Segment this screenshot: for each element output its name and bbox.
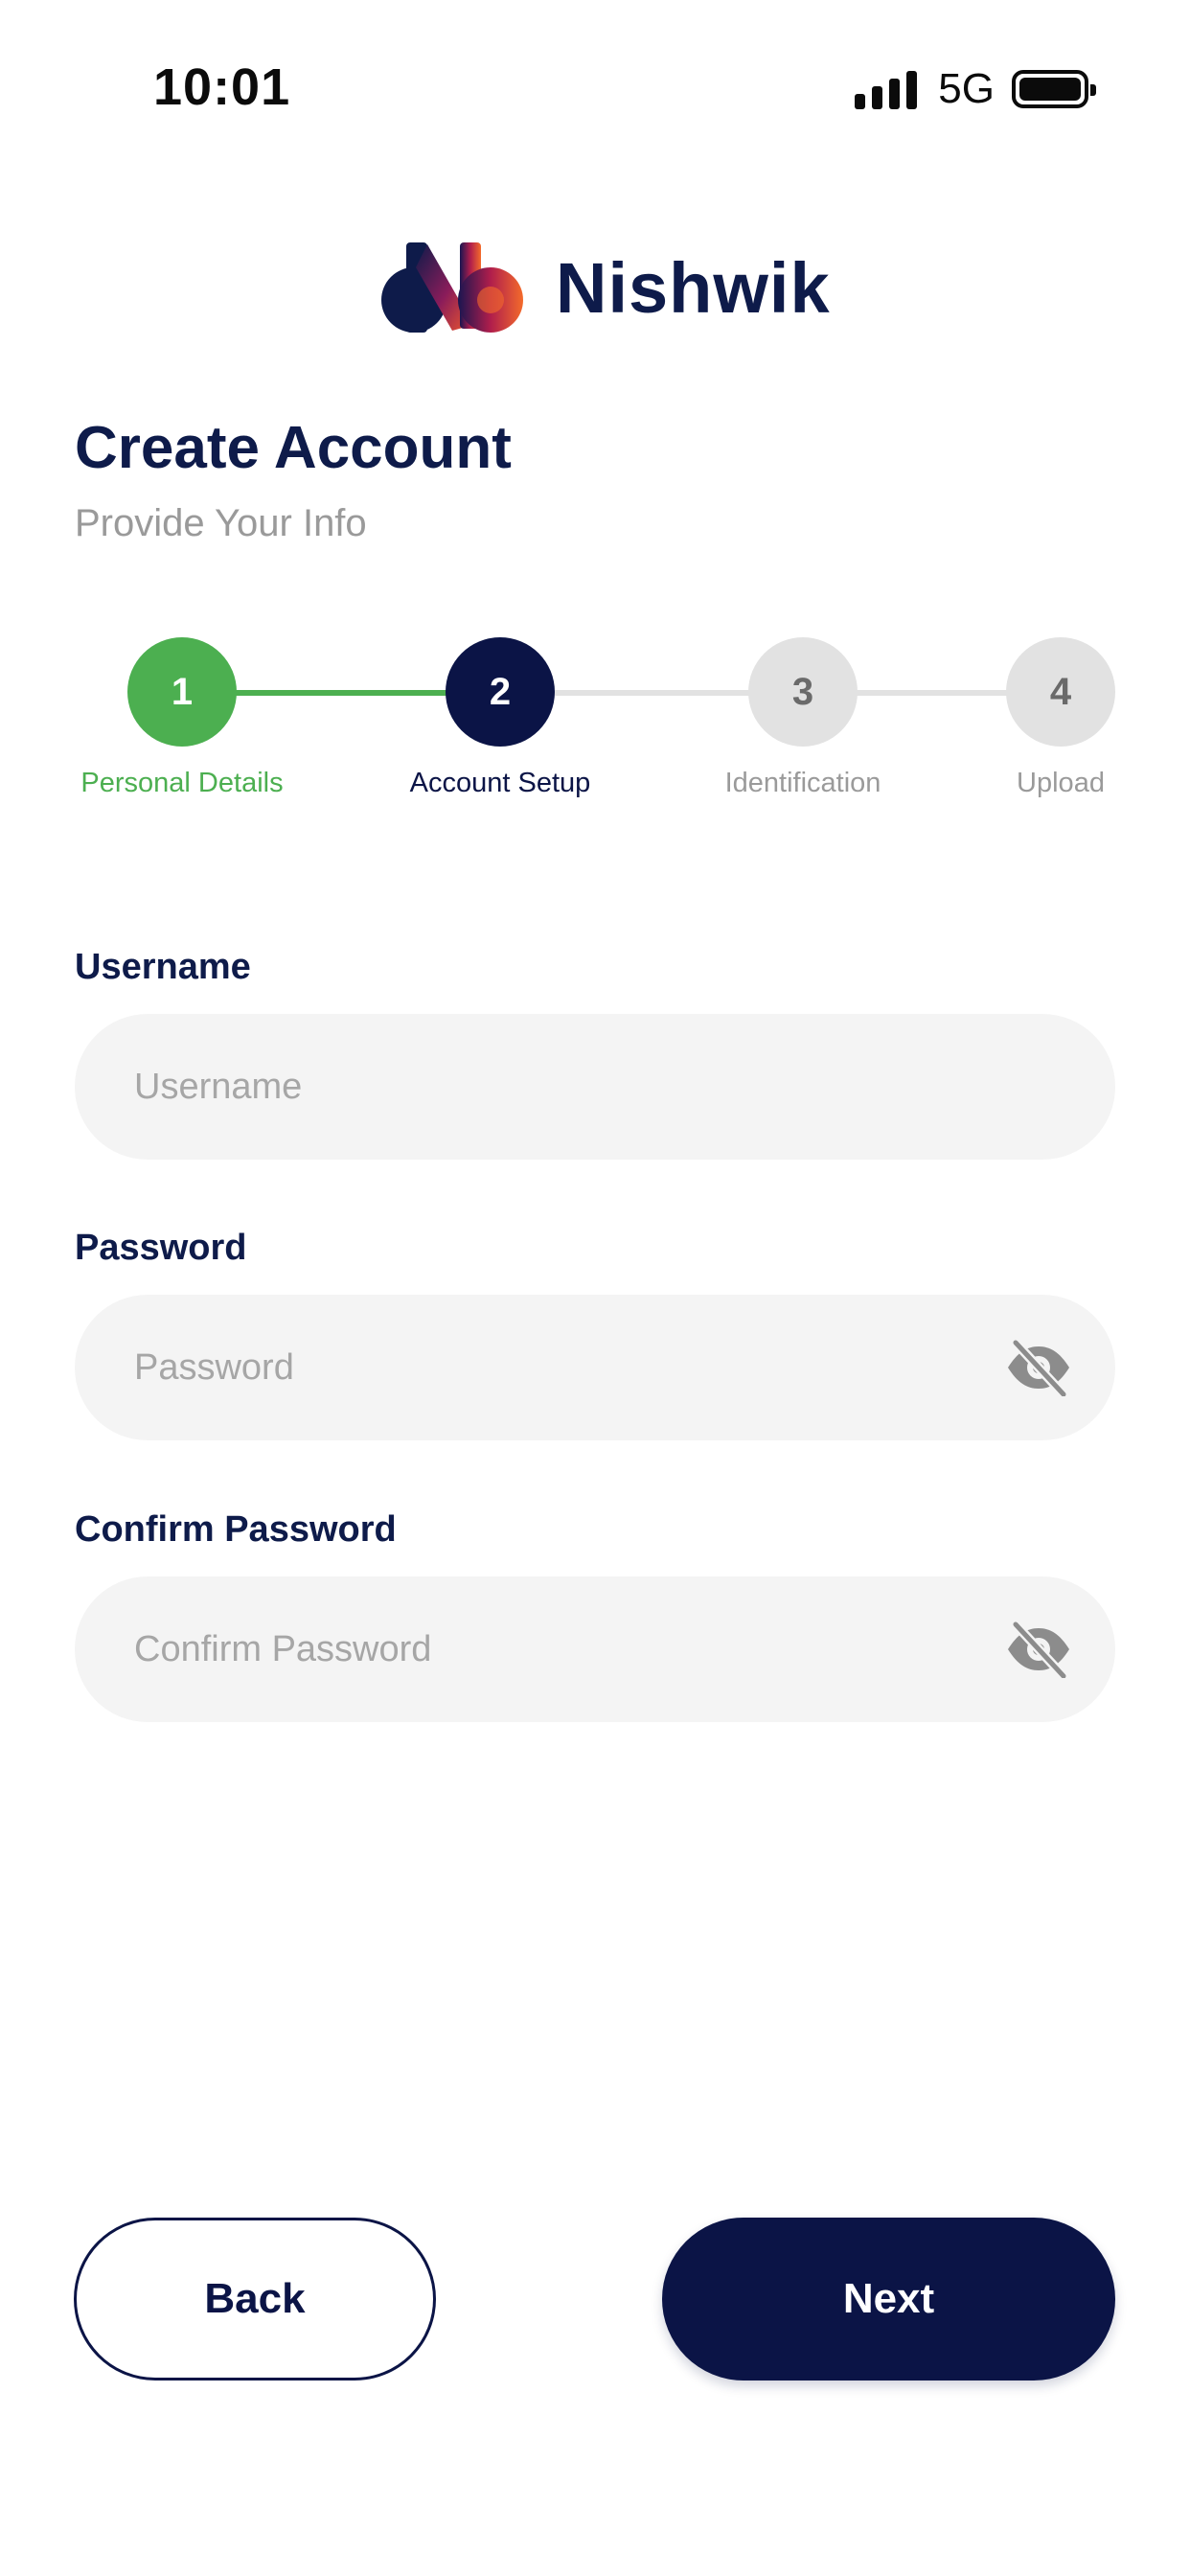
step-1-label: Personal Details: [80, 768, 284, 798]
step-4-label: Upload: [1017, 768, 1105, 798]
step-3-label: Identification: [724, 768, 881, 798]
username-input[interactable]: [134, 1067, 1077, 1108]
back-button-label: Back: [204, 2275, 306, 2322]
password-input[interactable]: [134, 1347, 1000, 1389]
signal-icon: [855, 69, 917, 109]
nishwik-logo-icon: [378, 235, 531, 340]
step-connector-2: [554, 690, 765, 696]
confirm-password-field-container: [75, 1576, 1115, 1722]
step-3-indicator: [748, 637, 858, 747]
step-1-number: 1: [171, 670, 194, 713]
step-connector-3: [857, 690, 1029, 696]
brand-logo: [378, 235, 831, 340]
password-visibility-toggle[interactable]: [1000, 1329, 1077, 1406]
step-4-indicator: [1006, 637, 1115, 747]
username-label: Username: [75, 947, 251, 987]
eye-off-icon: [1004, 1339, 1073, 1396]
confirm-password-label: Confirm Password: [75, 1509, 397, 1550]
status-time: 10:01: [153, 58, 291, 116]
status-indicators: [855, 65, 1088, 113]
battery-icon: [1012, 70, 1088, 108]
back-button[interactable]: [74, 2218, 436, 2380]
eye-off-icon: [1004, 1621, 1073, 1678]
step-2-indicator: [446, 637, 555, 747]
confirm-password-input[interactable]: [134, 1629, 1000, 1670]
password-label: Password: [75, 1228, 247, 1268]
page-subtitle: Provide Your Info: [75, 502, 367, 544]
next-button[interactable]: [662, 2218, 1115, 2380]
password-field-container: [75, 1295, 1115, 1440]
step-2-label: Account Setup: [409, 768, 591, 798]
step-1-indicator: [127, 637, 237, 747]
next-button-label: Next: [842, 2275, 935, 2322]
page-title: Create Account: [75, 415, 512, 481]
brand-name: Nishwik: [556, 247, 831, 328]
username-field-container: [75, 1014, 1115, 1160]
network-type: 5G: [938, 65, 995, 112]
step-4-number: 4: [1049, 670, 1072, 713]
step-2-number: 2: [489, 670, 512, 713]
step-3-number: 3: [791, 670, 814, 713]
confirm-password-visibility-toggle[interactable]: [1000, 1611, 1077, 1688]
